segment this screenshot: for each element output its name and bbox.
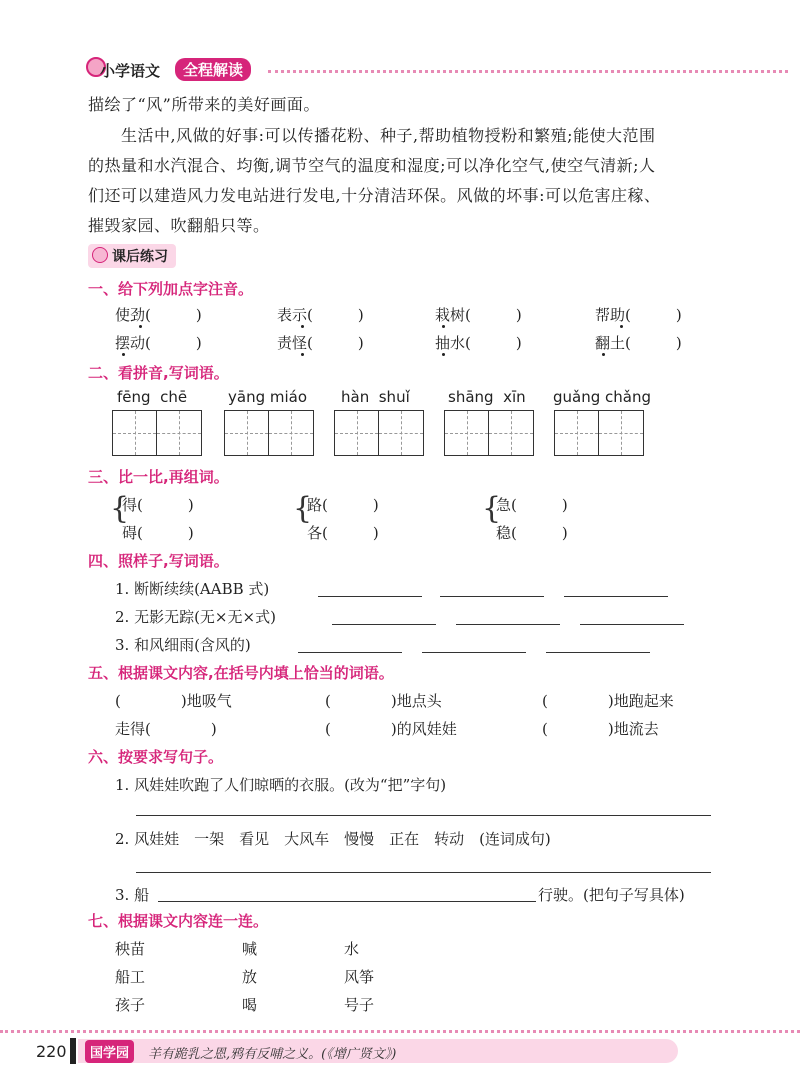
footer-divider: [0, 1030, 800, 1033]
emphasis-dot: [442, 325, 445, 328]
sentence-task: 1. 风娃娃吹跑了人们晾晒的衣服。(改为“把”字句): [115, 776, 447, 794]
compare-item[interactable]: 急( ): [496, 496, 568, 514]
match-item[interactable]: 号子: [344, 996, 375, 1014]
writing-grid[interactable]: [224, 410, 314, 456]
match-item[interactable]: 风筝: [344, 968, 375, 986]
pinyin-item[interactable]: 翻土( ): [595, 334, 682, 352]
fill-item[interactable]: ( )地流去: [542, 720, 659, 738]
answer-line[interactable]: [318, 596, 422, 597]
passage-line: 生活中,风做的好事:可以传播花粉、种子,帮助植物授粉和繁殖;能使大范围: [88, 126, 656, 145]
brace: {: [293, 491, 313, 526]
writing-grid[interactable]: [334, 410, 424, 456]
series-title: 小学语文: [100, 62, 161, 80]
answer-line[interactable]: [332, 624, 436, 625]
match-item[interactable]: 船工: [115, 968, 146, 986]
question-2-title: 二、看拼音,写词语。: [88, 364, 229, 382]
match-item[interactable]: 孩子: [115, 996, 146, 1014]
brand-badge: 全程解读: [175, 58, 251, 81]
compare-item[interactable]: 路( ): [307, 496, 379, 514]
match-item[interactable]: 喊: [242, 940, 258, 958]
pinyin-item[interactable]: 责怪( ): [277, 334, 364, 352]
header-divider: [268, 70, 788, 73]
answer-line[interactable]: [564, 596, 668, 597]
answer-line[interactable]: [136, 872, 711, 873]
question-6-title: 六、按要求写句子。: [88, 748, 224, 766]
pinyin-item[interactable]: 摆动( ): [115, 334, 202, 352]
pattern-item: 2. 无影无踪(无×无×式): [115, 608, 276, 626]
pinyin-item[interactable]: 抽水( ): [435, 334, 522, 352]
pinyin-item[interactable]: 帮助( ): [595, 306, 682, 324]
emphasis-dot: [301, 353, 304, 356]
answer-line[interactable]: [298, 652, 402, 653]
emphasis-dot: [620, 325, 623, 328]
passage-line: 摧毁家园、吹翻船只等。: [88, 216, 270, 235]
passage-line: 们还可以建造风力发电站进行发电,十分清洁环保。风做的坏事:可以危害庄稼、: [88, 186, 661, 205]
fill-item[interactable]: ( )地跑起来: [542, 692, 674, 710]
passage-line: 描绘了“风”所带来的美好画面。: [88, 95, 320, 114]
pattern-item: 3. 和风细雨(含风的): [115, 636, 251, 654]
sentence-task: 2. 风娃娃 一架 看见 大风车 慢慢 正在 转动 (连词成句): [115, 830, 551, 848]
writing-grid[interactable]: [554, 410, 644, 456]
match-item[interactable]: 秧苗: [115, 940, 146, 958]
fill-item[interactable]: ( )地吸气: [115, 692, 232, 710]
pinyin-label: guǎng chǎng: [553, 388, 651, 406]
question-3-title: 三、比一比,再组词。: [88, 468, 229, 486]
match-item[interactable]: 放: [242, 968, 258, 986]
pinyin-item[interactable]: 栽树( ): [435, 306, 522, 324]
question-5-title: 五、根据课文内容,在括号内填上恰当的词语。: [88, 664, 394, 682]
exercise-icon: [92, 247, 108, 263]
compare-item[interactable]: 稳( ): [496, 524, 568, 542]
guoxue-logo: 国学园: [85, 1040, 134, 1063]
emphasis-dot: [442, 353, 445, 356]
page-number: 220: [36, 1042, 67, 1061]
writing-grid[interactable]: [444, 410, 534, 456]
answer-line[interactable]: [136, 815, 711, 816]
fill-item[interactable]: ( )地点头: [325, 692, 442, 710]
question-1-title: 一、给下列加点字注音。: [88, 280, 254, 298]
emphasis-dot: [602, 353, 605, 356]
answer-line[interactable]: [440, 596, 544, 597]
answer-line[interactable]: [546, 652, 650, 653]
compare-item[interactable]: 碍( ): [122, 524, 194, 542]
emphasis-dot: [301, 325, 304, 328]
match-item[interactable]: 水: [344, 940, 360, 958]
answer-line[interactable]: [158, 901, 536, 902]
compare-item[interactable]: 得( ): [122, 496, 194, 514]
pinyin-label: hàn shuǐ: [341, 388, 410, 406]
pinyin-label: shāng xīn: [448, 388, 526, 406]
emphasis-dot: [139, 325, 142, 328]
sentence-task: 3. 船: [115, 886, 150, 904]
emphasis-dot: [122, 353, 125, 356]
fill-item[interactable]: 走得( ): [115, 720, 217, 738]
section-tag-label: 课后练习: [112, 249, 168, 265]
writing-grid[interactable]: [112, 410, 202, 456]
brace: {: [110, 491, 130, 526]
answer-line[interactable]: [422, 652, 526, 653]
sentence-task: 行驶。(把句子写具体): [538, 886, 685, 904]
brace: {: [482, 491, 502, 526]
pinyin-item[interactable]: 使劲( ): [115, 306, 202, 324]
answer-line[interactable]: [456, 624, 560, 625]
passage-line: 的热量和水汽混合、均衡,调节空气的温度和湿度;可以净化空气,使空气清新;人: [88, 156, 656, 175]
pinyin-label: yāng miáo: [228, 388, 308, 406]
pattern-item: 1. 断断续续(AABB 式): [115, 580, 270, 598]
section-tag: [88, 244, 176, 268]
footer-bar: [70, 1038, 76, 1064]
pinyin-item[interactable]: 表示( ): [277, 306, 364, 324]
pinyin-label: fēng chē: [117, 388, 188, 406]
answer-line[interactable]: [580, 624, 684, 625]
footer-quote: 羊有跪乳之恩,鸦有反哺之义。(《增广贤文》): [148, 1047, 397, 1062]
question-4-title: 四、照样子,写词语。: [88, 552, 229, 570]
match-item[interactable]: 喝: [242, 996, 258, 1014]
compare-item[interactable]: 各( ): [307, 524, 379, 542]
question-7-title: 七、根据课文内容连一连。: [88, 912, 269, 930]
fill-item[interactable]: ( )的风娃娃: [325, 720, 457, 738]
